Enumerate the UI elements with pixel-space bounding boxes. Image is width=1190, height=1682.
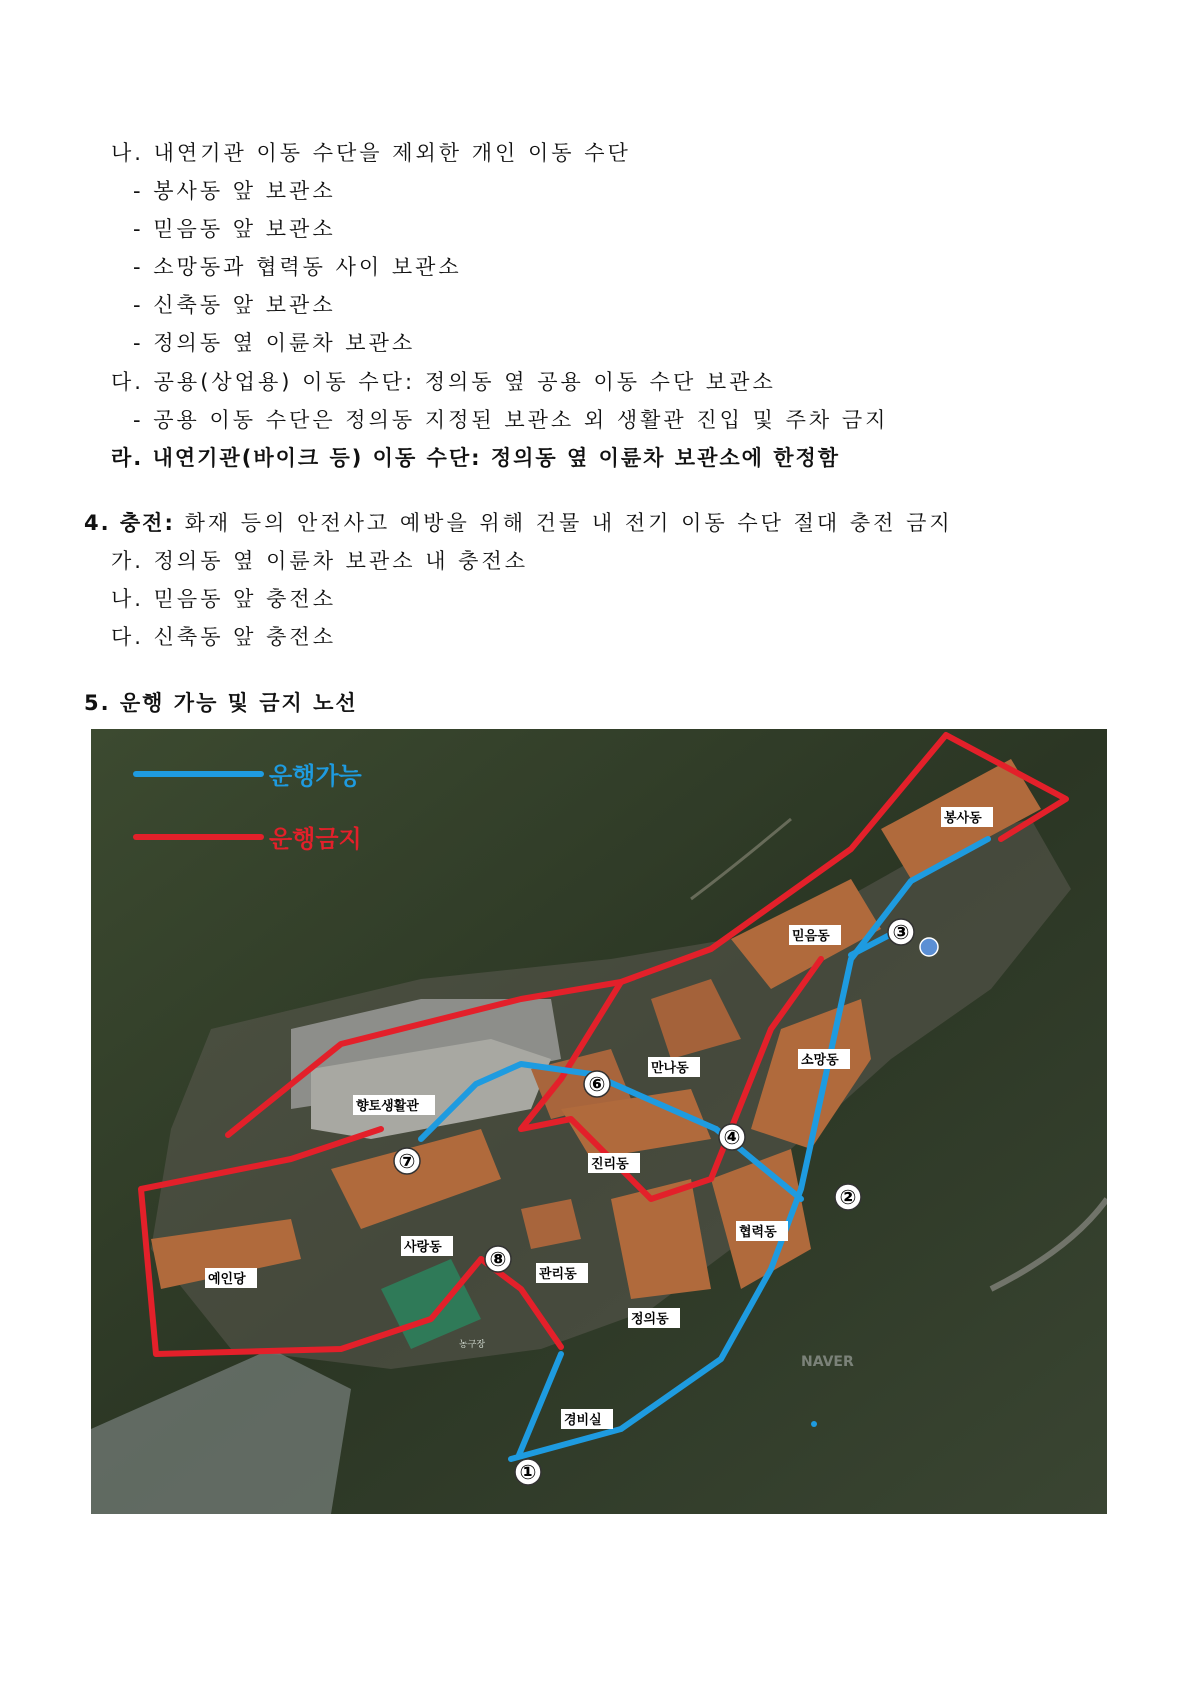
building-label-jinri: 진리동: [591, 1157, 629, 1172]
section-4-text: 화재 등의 안전사고 예방을 위해 건물 내 전기 이동 수단 절대 충전 금지: [184, 511, 953, 535]
point-label-1: ①: [519, 1460, 537, 1484]
list-item-na: 나. 내연기관 이동 수단을 제외한 개인 이동 수단: [111, 141, 631, 165]
naver-watermark: NAVER: [801, 1354, 854, 1370]
building-label-yein: 예인당: [208, 1272, 246, 1287]
building-label-hyangto: 향토생활관: [356, 1099, 419, 1114]
building-label-gyeongbi: 경비실: [564, 1413, 602, 1428]
building-label-bongsa: 봉사동: [944, 811, 982, 826]
building-label-sarang: 사랑동: [404, 1240, 442, 1255]
point-label-6: ⑥: [588, 1072, 606, 1096]
point-label-7: ⑦: [398, 1149, 416, 1173]
court-label: 농구장: [459, 1340, 486, 1350]
building-label-mideum: 믿음동: [792, 929, 830, 944]
building-label-hyeomnyeok: 협력동: [739, 1225, 777, 1240]
point-label-2: ②: [839, 1185, 857, 1209]
building-label-jeongui: 정의동: [631, 1312, 669, 1327]
section-5-heading: 5. 운행 가능 및 금지 노선: [84, 691, 358, 715]
list-item-da: 다. 공용(상업용) 이동 수단: 정의동 옆 공용 이동 수단 보관소: [111, 370, 776, 394]
legend-prohibited-label: 운행금지: [269, 825, 362, 853]
route-map: [91, 729, 1107, 1514]
charging-item-1: 가. 정의동 옆 이륜차 보관소 내 충전소: [111, 549, 529, 573]
list-item-bongsa-storage: - 봉사동 앞 보관소: [133, 179, 336, 203]
charging-item-2: 나. 믿음동 앞 충전소: [111, 587, 336, 611]
list-item-jeongui-storage: - 정의동 옆 이륜차 보관소: [133, 331, 416, 355]
charging-item-3: 다. 신축동 앞 충전소: [111, 625, 336, 649]
list-item-sinchuk-storage: - 신축동 앞 보관소: [133, 293, 336, 317]
section-4-heading: 4. 충전:: [84, 511, 175, 535]
section-4: [84, 510, 953, 536]
list-item-mideum-storage: - 믿음동 앞 보관소: [133, 217, 336, 241]
point-label-4: ④: [723, 1125, 741, 1149]
building-label-gwanri: 관리동: [539, 1267, 577, 1282]
route-map-svg: [91, 729, 1107, 1514]
point-label-3: ③: [892, 920, 910, 944]
parking-icon: [920, 938, 938, 956]
blue-marker-icon: [811, 1421, 817, 1427]
list-item-shared-rule: - 공용 이동 수단은 정의동 지정된 보관소 외 생활관 진입 및 주차 금지: [133, 408, 889, 432]
building-label-manna: 만나동: [651, 1061, 689, 1076]
building-label-somang: 소망동: [801, 1053, 839, 1068]
legend-allowed-label: 운행가능: [269, 762, 362, 790]
point-label-8: ⑧: [489, 1247, 507, 1271]
list-item-ra: 라. 내연기관(바이크 등) 이동 수단: 정의동 옆 이륜차 보관소에 한정함: [111, 446, 841, 470]
list-item-somang-storage: - 소망동과 협력동 사이 보관소: [133, 255, 462, 279]
